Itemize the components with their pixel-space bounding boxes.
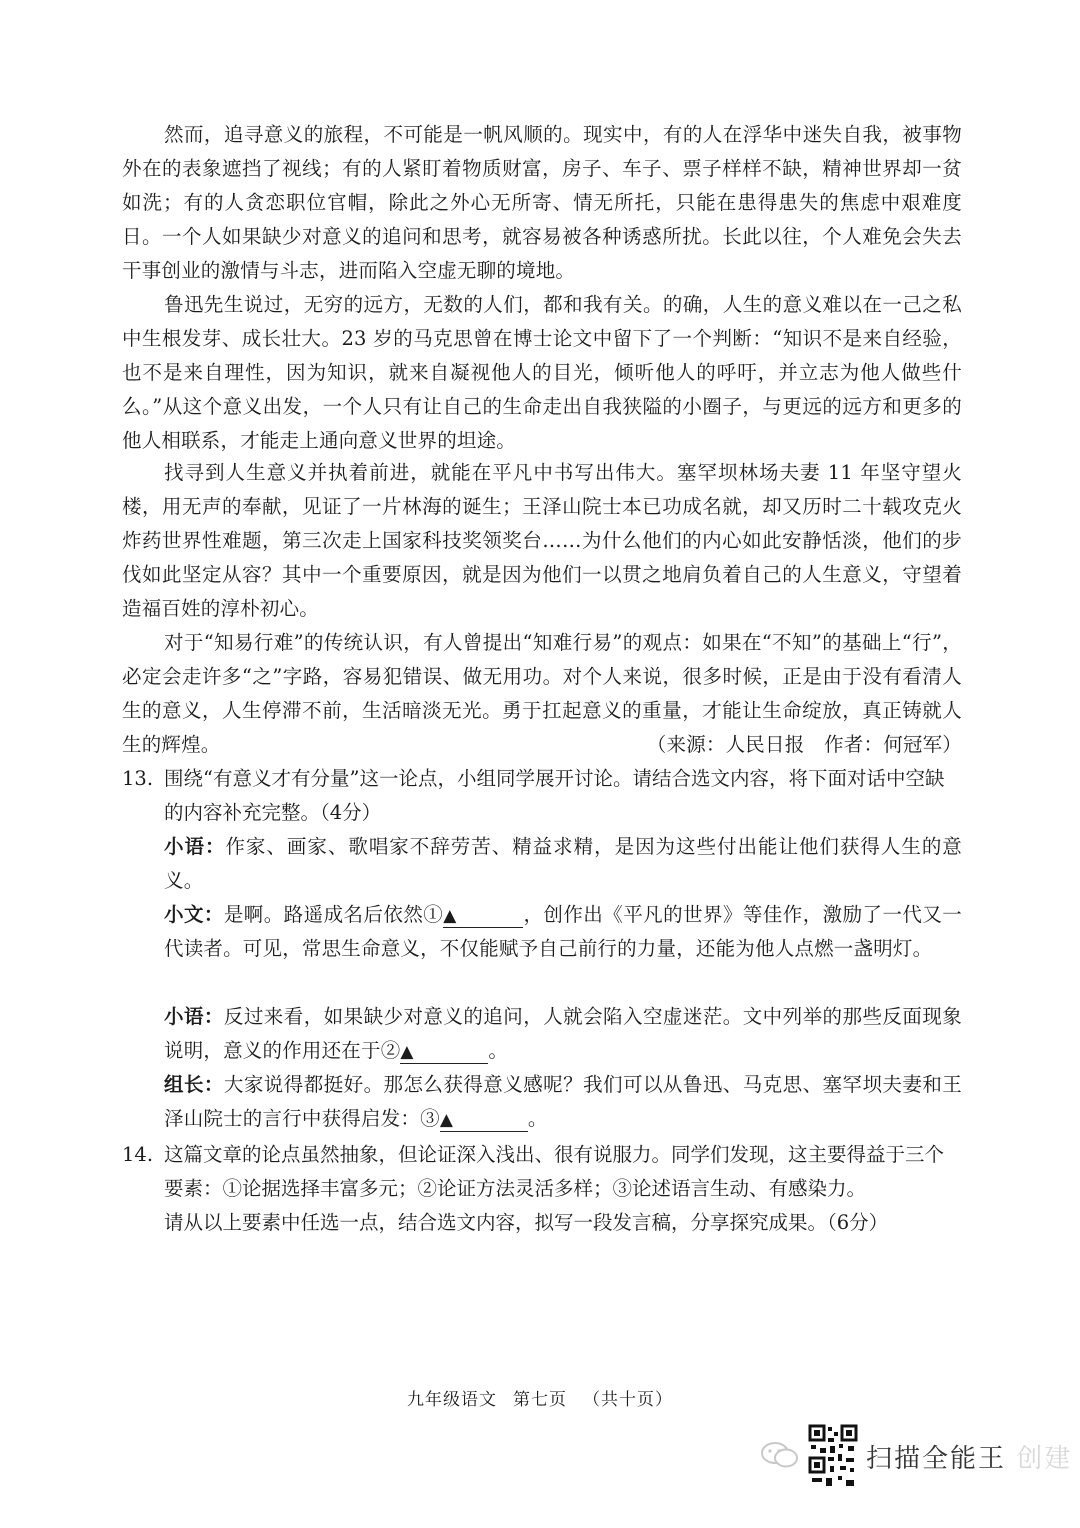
dialogue-text: ，创作出《平凡的世界》等佳作，激励了一代又一代读者。可见，常思生命意义，不仅能赋予自己前行的力量，还能为他人点燃一盏明灯。 [164,903,963,960]
footer-page: 第七页 [513,1390,567,1410]
paragraph-1: 然而，追寻意义的旅程，不可能是一帆风顺的。现实中，有的人在浮华中迷失自我，被事物外在的表象遮挡了视线；有的人紧盯着物质财富，房子、车子、票子样样不缺，精神世界却一贫如洗；有的人贪恋职位官帽，除此之外心无所寄、情无所托，只能在患得患失的焦虑中艰难度日。一个人如果缺少对意义的追问和思考，就容易被各种诱惑所扰。长此以往，个人难免会失去干事创业的激情与斗志，进而陷入空虚无聊的境地。 [122,123,962,282]
watermark-text-a: 扫描全能王 [866,1444,1007,1474]
footer-subject: 九年级语文 [407,1390,497,1410]
blank-triangle-icon: ▲ [400,1042,414,1062]
wechat-icon [760,1440,802,1470]
speaker-label: 小文： [164,903,224,926]
paragraph-4 [122,626,962,762]
question-14-prompt: 这篇文章的论点虽然抽象，但论证深入浅出、很有说服力。同学们发现，这主要得益于三个要素：①论据选择丰富多元；②论证方法灵活多样；③论述语言生动、有感染力。 [164,1143,945,1200]
question-14-task: 请从以上要素中任选一点，结合选文内容，拟写一段发言稿，分享探究成果。（6分） [164,1211,889,1234]
speaker-label: 小语： [164,1005,224,1028]
dialogue-line-1 [164,830,962,898]
article-source: （来源：人民日报 作者：何冠军） [646,733,962,756]
paragraph-2: 鲁迅先生说过，无穷的远方，无数的人们，都和我有关。的确，人生的意义难以在一己之私中生根发芽、成长壮大。23 岁的马克思曾在博士论文中留下了一个判断：“知识不是来自经验，也不是来自理性，因为知识，就来自凝视他人的目光，倾听他人的呼吁，并立志为他人做些什么。”从这个意义出发，一个人只有让自己的生命走出自我狭隘的小圈子，与更远的远方和更多的他人相联系，才能走上通向意义世界的坦途。 [122,293,962,452]
answer-blank-3[interactable] [440,1108,528,1132]
question-number: 13. [122,767,154,790]
qr-code-icon [808,1424,858,1490]
watermark-text-b: 创建 [1016,1444,1073,1474]
page-footer [0,1385,1080,1410]
paragraph-4-text: 对于“知易行难”的传统认识，有人曾提出“知难行易”的观点：如果在“不知”的基础上“行”，必定会走许多“之”字路，容易犯错误、做无用功。对个人来说，很多时候，正是由于没有看清人生的意义，人生停滞不前，生活暗淡无光。勇于扛起意义的重量，才能让生命绽放，真正铸就人生的辉煌。 [122,631,962,756]
dialogue-line-3 [164,1000,962,1068]
dialogue-text: 大家说得都挺好。那怎么获得意义感呢？我们可以从鲁迅、马克思、塞罕坝夫妻和王泽山院士的言行中获得启发：③ [164,1073,962,1130]
dialogue-text: 。 [527,1107,548,1130]
answer-blank-2[interactable] [400,1040,488,1064]
dialogue-line-2 [164,898,962,966]
blank-triangle-icon: ▲ [443,906,457,926]
question-13-prompt: 围绕“有意义才有分量”这一论点，小组同学展开讨论。请结合选文内容，将下面对话中空缺的内容补充完整。（4分） [164,767,945,824]
blank-triangle-icon: ▲ [439,1110,454,1130]
dialogue-text: 反过来看，如果缺少对意义的追问，人就会陷入空虚迷茫。文中列举的那些反面现象说明，意义的作用还在于② [164,1005,962,1062]
speaker-label: 小语： [164,835,226,858]
watermark-text [866,1438,1072,1475]
dialogue-text: 作家、画家、歌唱家不辞劳苦、精益求精，是因为这些付出能让他们获得人生的意义。 [164,835,962,892]
answer-blank-1[interactable] [443,904,523,928]
dialogue-text: 。 [488,1039,509,1062]
speaker-label: 组长： [164,1073,224,1096]
question-number: 14. [122,1143,154,1166]
question-13 [122,762,962,830]
footer-total: （共十页） [583,1390,673,1410]
dialogue-line-4 [164,1068,962,1136]
question-14 [122,1138,962,1240]
scanner-watermark [760,1420,1073,1500]
dialogue-text: 是啊。路遥成名后依然① [223,903,444,926]
paragraph-3: 找寻到人生意义并执着前进，就能在平凡中书写出伟大。塞罕坝林场夫妻 11 年坚守望火楼，用无声的奉献，见证了一片林海的诞生；王泽山院士本已功成名就，却又历时二十载攻克火炸药世界性难题，第三次走上国家科技奖领奖台……为什么他们的内心如此安静恬淡，他们的步伐如此坚定从容？其中一个重要原因，就是因为他们一以贯之地肩负着自己的人生意义，守望着造福百姓的淳朴初心。 [122,461,962,620]
